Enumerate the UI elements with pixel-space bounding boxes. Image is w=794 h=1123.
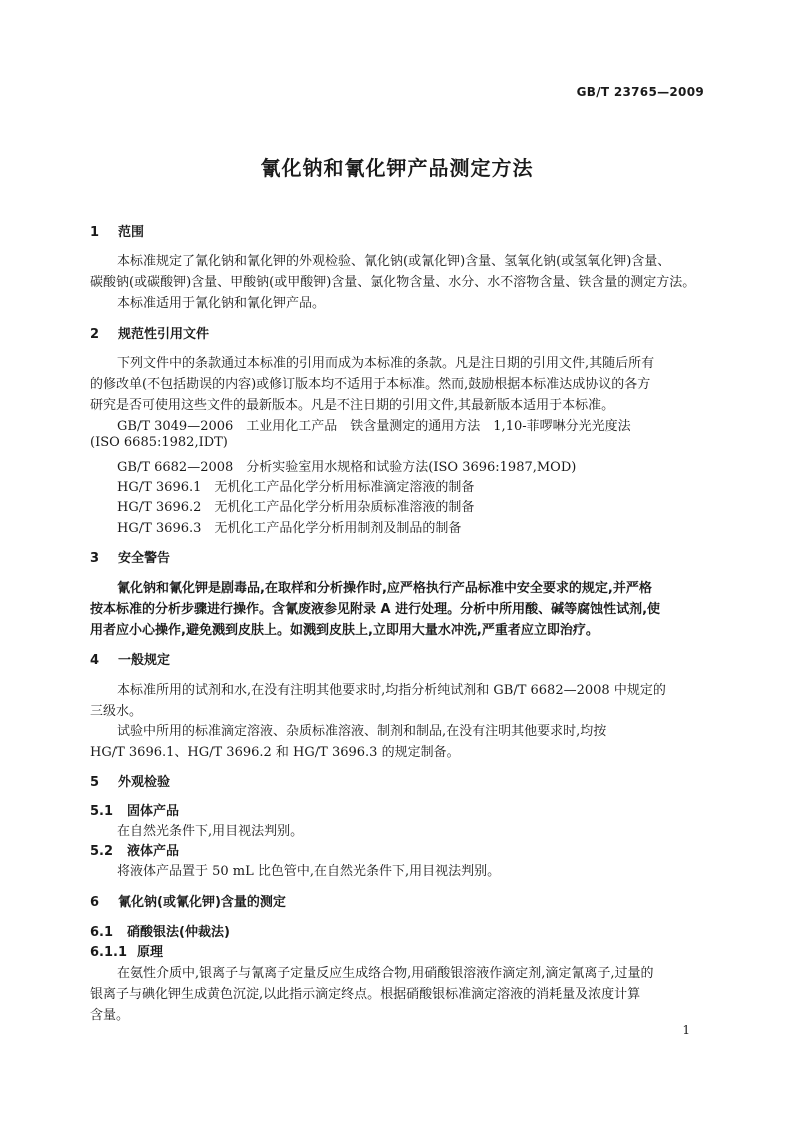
reference-gbt-3049: GB/T 3049—2006 工业用化工产品 铁含量测定的通用方法 1,10-菲啰啉分光光度法 [117, 419, 631, 434]
reference-gbt-6682: GB/T 6682—2008 分析实验室用水规格和试验方法(ISO 3696:1987,MOD) [117, 460, 577, 475]
safety-warning-line-1: 氰化钠和氰化钾是剧毒品,在取样和分析操作时,应严格执行产品标准中安全要求的规定,并严格 [117, 581, 652, 596]
section-4-heading: 4 一般规定 [90, 653, 171, 668]
section-6-1-1-line-2: 银离子与碘化钾生成黄色沉淀,以此指示滴定终点。根据硝酸银标准滴定溶液的消耗量及浓度计算 [90, 987, 641, 1002]
section-3-heading: 3 安全警告 [90, 551, 171, 566]
section-4-line-1: 本标准所用的试剂和水,在没有注明其他要求时,均指分析纯试剂和 GB/T 6682—2008 中规定的 [117, 683, 666, 698]
safety-warning-line-2: 按本标准的分析步骤进行操作。含氰废液参见附录 A 进行处理。分析中所用酸、碱等腐蚀性试剂,使 [90, 602, 661, 617]
section-1-heading: 1 范围 [90, 225, 145, 240]
reference-gbt-3049-iso: (ISO 6685:1982,IDT) [90, 435, 228, 450]
document-title: 氰化钠和氰化钾产品测定方法 [260, 156, 534, 180]
section-6-1-1-line-3: 含量。 [90, 1008, 130, 1023]
section-5-1-text: 在自然光条件下,用目视法判别。 [117, 824, 304, 839]
section-2-heading: 2 规范性引用文件 [90, 327, 210, 342]
section-5-heading: 5 外观检验 [90, 775, 171, 790]
section-1-line-3: 本标准适用于氰化钠和氰化钾产品。 [117, 296, 326, 311]
safety-warning-line-3: 用者应小心操作,避免溅到皮肤上。如溅到皮肤上,立即用大量水冲洗,严重者应立即治疗。 [90, 623, 599, 638]
standard-number: GB/T 23765—2009 [576, 85, 704, 99]
section-6-1-heading: 6.1 硝酸银法(仲裁法) [90, 925, 230, 940]
section-5-2-heading: 5.2 液体产品 [90, 844, 180, 859]
section-5-1-heading: 5.1 固体产品 [90, 804, 180, 819]
section-5-2-text: 将液体产品置于 50 mL 比色管中,在自然光条件下,用目视法判别。 [117, 864, 501, 879]
section-2-line-1: 下列文件中的条款通过本标准的引用而成为本标准的条款。凡是注日期的引用文件,其随后所有 [117, 356, 655, 371]
section-1-line-1: 本标准规定了氰化钠和氰化钾的外观检验、氰化钠(或氰化钾)含量、氢氧化钠(或氢氧化钾)含量、 [117, 254, 671, 269]
section-4-line-2: 三级水。 [90, 704, 143, 719]
section-6-1-1-heading: 6.1.1 原理 [90, 945, 164, 960]
page-number: 1 [682, 1023, 690, 1037]
section-6-1-1-line-1: 在氨性介质中,银离子与氰离子定量反应生成络合物,用硝酸银溶液作滴定剂,滴定氰离子,过量的 [117, 966, 654, 981]
section-1-line-2: 碳酸钠(或碳酸钾)含量、甲酸钠(或甲酸钾)含量、氯化物含量、水分、水不溶物含量、铁含量的测定方法。 [90, 275, 696, 290]
reference-hgt-3696-1: HG/T 3696.1 无机化工产品化学分析用标准滴定溶液的制备 [117, 480, 475, 495]
reference-hgt-3696-2: HG/T 3696.2 无机化工产品化学分析用杂质标准溶液的制备 [117, 500, 475, 515]
section-6-heading: 6 氰化钠(或氰化钾)含量的测定 [90, 895, 286, 910]
reference-hgt-3696-3: HG/T 3696.3 无机化工产品化学分析用制剂及制品的制备 [117, 521, 462, 536]
section-4-line-4: HG/T 3696.1、HG/T 3696.2 和 HG/T 3696.3 的规定制备。 [90, 745, 460, 760]
section-2-line-3: 研究是否可使用这些文件的最新版本。凡是不注日期的引用文件,其最新版本适用于本标准。 [90, 398, 615, 413]
section-4-line-3: 试验中所用的标准滴定溶液、杂质标准溶液、制剂和制品,在没有注明其他要求时,均按 [117, 724, 607, 739]
section-2-line-2: 的修改单(不包括勘误的内容)或修订版本均不适用于本标准。然而,鼓励根据本标准达成协议的各方 [90, 377, 651, 392]
